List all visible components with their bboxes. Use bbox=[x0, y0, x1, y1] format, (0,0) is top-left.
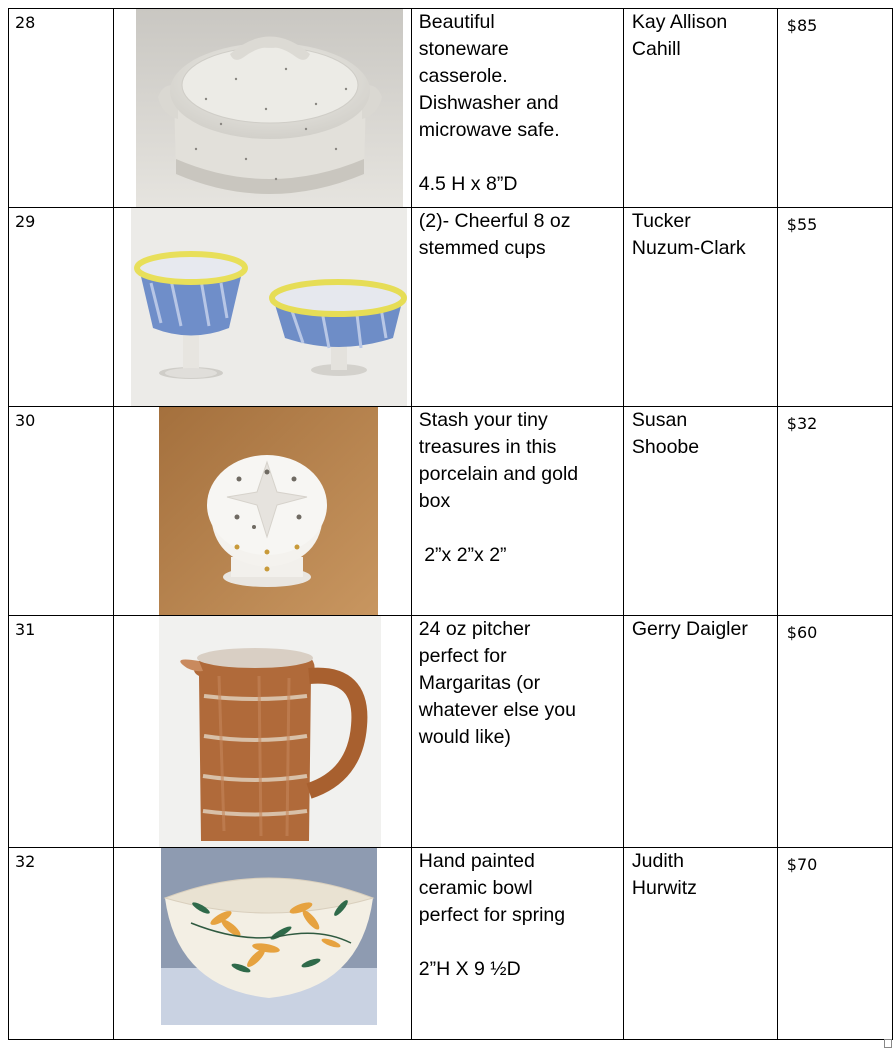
artist-line: Kay Allison bbox=[631, 11, 728, 33]
stemmed-cups-icon bbox=[131, 208, 407, 406]
artist-line: Cahill bbox=[631, 38, 681, 60]
item-photo-cell bbox=[114, 616, 412, 848]
pitcher-icon bbox=[159, 616, 381, 847]
item-description bbox=[411, 9, 623, 208]
table-row bbox=[9, 208, 893, 407]
description-line: 24 oz pitcher bbox=[418, 618, 531, 640]
description-line: porcelain and gold bbox=[418, 463, 579, 485]
description-line: 2”H X 9 ½D bbox=[418, 958, 521, 980]
item-price: $32 bbox=[777, 407, 892, 616]
table-row bbox=[9, 407, 893, 616]
artist-line: Hurwitz bbox=[631, 877, 697, 899]
description-line: Dishwasher and bbox=[418, 92, 559, 114]
table-row bbox=[9, 616, 893, 848]
item-description bbox=[411, 848, 623, 1040]
description-line: would like) bbox=[418, 726, 511, 748]
artist-line: Nuzum-Clark bbox=[631, 237, 746, 259]
description-line: casserole. bbox=[418, 65, 508, 87]
artist-line: Susan bbox=[631, 409, 688, 431]
item-artist bbox=[623, 616, 777, 848]
item-price: $60 bbox=[777, 616, 892, 848]
casserole-dish-icon bbox=[136, 9, 403, 207]
item-artist bbox=[623, 848, 777, 1040]
blank-line bbox=[419, 929, 623, 956]
description-line: Beautiful bbox=[418, 11, 495, 33]
description-line: stoneware bbox=[418, 38, 509, 60]
end-of-cell-mark bbox=[884, 1039, 892, 1048]
description-line: Stash your tiny bbox=[418, 409, 548, 431]
artist-line: Gerry Daigler bbox=[631, 618, 748, 640]
artist-line: Tucker bbox=[631, 210, 691, 232]
blank-line bbox=[419, 515, 623, 542]
item-price: $70 bbox=[777, 848, 892, 1040]
item-description bbox=[411, 407, 623, 616]
description-line: ceramic bowl bbox=[418, 877, 533, 899]
table-row bbox=[9, 848, 893, 1040]
item-description bbox=[411, 616, 623, 848]
item-artist bbox=[623, 9, 777, 208]
item-price: $85 bbox=[777, 9, 892, 208]
description-line: treasures in this bbox=[418, 436, 557, 458]
description-line: Hand painted bbox=[418, 850, 535, 872]
description-line: whatever else you bbox=[418, 699, 576, 721]
item-number: 28 bbox=[9, 9, 114, 208]
description-line: box bbox=[418, 490, 451, 512]
table-row bbox=[9, 9, 893, 208]
item-price: $55 bbox=[777, 208, 892, 407]
description-line: perfect for spring bbox=[418, 904, 566, 926]
item-number: 30 bbox=[9, 407, 114, 616]
artist-line: Judith bbox=[631, 850, 684, 872]
description-line: 2”x 2”x 2” bbox=[418, 544, 507, 566]
description-line: Margaritas (or bbox=[418, 672, 541, 694]
artist-line: Shoobe bbox=[631, 436, 700, 458]
item-artist bbox=[623, 208, 777, 407]
item-number: 32 bbox=[9, 848, 114, 1040]
description-line: (2)- Cheerful 8 oz bbox=[418, 210, 571, 232]
item-number: 29 bbox=[9, 208, 114, 407]
item-photo-cell bbox=[114, 848, 412, 1040]
item-photo-cell bbox=[114, 208, 412, 407]
description-line: perfect for bbox=[418, 645, 507, 667]
description-line: stemmed cups bbox=[418, 237, 546, 259]
blank-line bbox=[419, 144, 623, 171]
auction-catalog-table bbox=[8, 8, 893, 1040]
lidded-box-icon bbox=[159, 407, 378, 615]
item-description bbox=[411, 208, 623, 407]
item-artist bbox=[623, 407, 777, 616]
description-line: microwave safe. bbox=[418, 119, 560, 141]
description-line: 4.5 H x 8”D bbox=[418, 173, 518, 195]
item-photo-cell bbox=[114, 407, 412, 616]
item-photo-cell bbox=[114, 9, 412, 208]
item-number: 31 bbox=[9, 616, 114, 848]
painted-bowl-icon bbox=[161, 848, 377, 1025]
